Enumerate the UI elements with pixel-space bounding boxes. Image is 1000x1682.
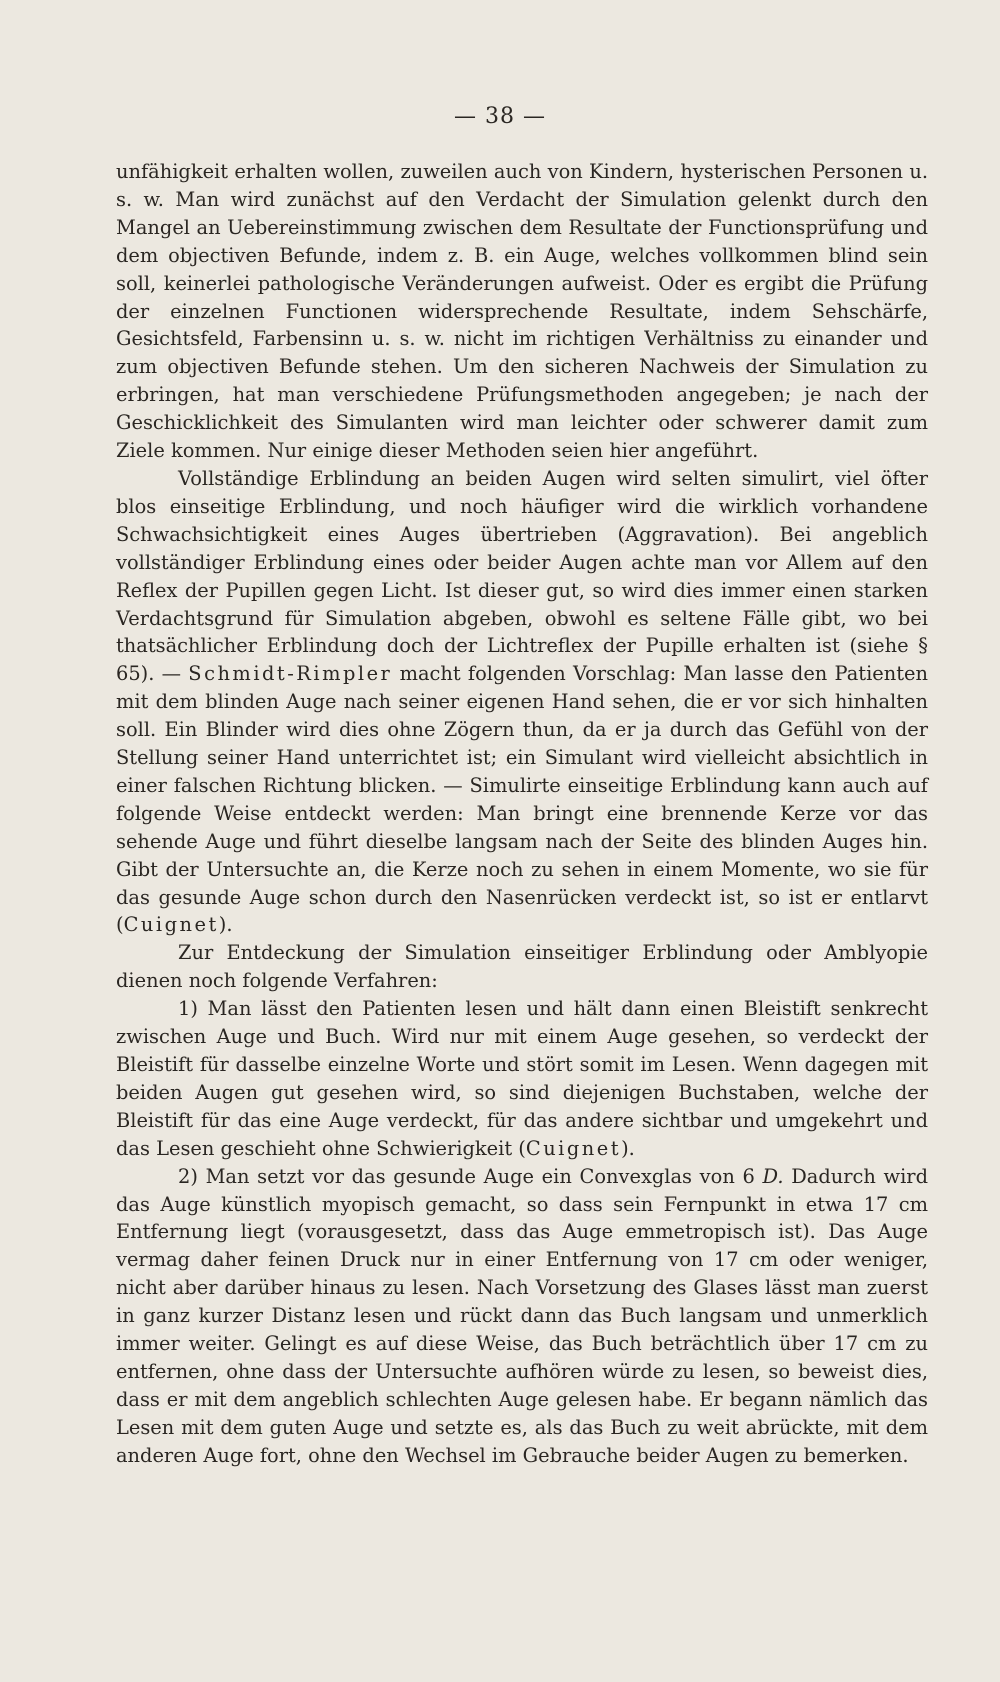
paragraph-p3 (116, 939, 928, 995)
author-name: Schmidt-Rimpler (188, 662, 393, 686)
text-run: ). (621, 1136, 635, 1160)
paragraph-p5 (116, 1163, 928, 1470)
paragraph-p1 (116, 158, 928, 465)
paragraph-p2 (116, 465, 928, 939)
text-run: Vollständige Erblindung an beiden Augen wird selten simulirt, viel öfter blos einseitige Erblindung, und noch häufiger wird die wirklich vorhandene Schwachsichtigkeit eines Auges übertrieben (Aggravation). Bei angeblich vollständiger Erblindung eines oder beider Augen achte man vor Allem auf den Reflex der Pupillen gegen Licht. Ist dieser gut, so wird dies immer einen starken Verdachtsgrund für Simulation abgeben, obwohl es seltene Fälle gibt, wo bei thatsächlicher Erblindung doch der Lichtreflex der Pupille erhalten ist (siehe § 65). — (116, 466, 928, 686)
text-run: macht folgenden Vorschlag: Man lasse den Patienten mit dem blinden Auge nach seiner eigenen Hand sehen, die er vor sich hinhalten soll. Ein Blinder wird dies ohne Zögern thun, da er ja durch das Gefühl von der Stellung seiner Hand unterrichtet ist; ein Simulant wird vielleicht absichtlich in einer falschen Richtung blicken. — Simulirte einseitige Erblindung kann auch auf folgende Weise entdeckt werden: Man bringt eine brennende Kerze vor das sehende Auge und führt dieselbe langsam nach der Seite des blinden Auges hin. Gibt der Untersuchte an, die Kerze noch zu sehen in einem Momente, wo sie für das gesunde Auge schon durch den Nasenrücken verdeckt ist, so ist er entlarvt ( (116, 662, 928, 937)
text-run: Dadurch wird das Auge künstlich myopisch gemacht, so dass sein Fernpunkt in etwa 17 cm Entfernung liegt (vorausgesetzt, dass das Auge emmetropisch ist). Das Auge vermag daher feinen Druck nur in einer Entfernung von 17 cm oder weniger, nicht aber darüber hinaus zu lesen. Nach Vorsetzung des Glases lässt man zuerst in ganz kurzer Distanz lesen und rückt dann das Buch langsam und unmerklich immer weiter. Gelingt es auf diese Weise, das Buch beträchtlich über 17 cm zu entfernen, ohne dass der Untersuchte aufhören würde zu lesen, so beweist dies, dass er mit dem angeblich schlechten Auge gelesen habe. Er begann nämlich das Lesen mit dem guten Auge und setzte es, als das Buch zu weit abrückte, mit dem anderen Auge fort, ohne den Wechsel im Gebrauche beider Augen zu bemerken. (116, 1164, 928, 1467)
emphasis-text: D. (762, 1164, 784, 1188)
text-run: ). (218, 913, 233, 937)
body-text (116, 158, 928, 1470)
paragraph-p4 (116, 995, 928, 1162)
text-run: Zur Entdeckung der Simulation einseitiger Erblindung oder Amblyopie dienen noch folgende Verfahren: (116, 941, 928, 993)
text-run: 2) Man setzt vor das gesunde Auge ein Convexglas von 6 (178, 1164, 763, 1188)
author-name: Cuignet (123, 913, 219, 937)
text-run: 1) Man lässt den Patienten lesen und hält dann einen Bleistift senkrecht zwischen Auge und Buch. Wird nur mit einem Auge gesehen, so verdeckt der Bleistift für dasselbe einzelne Worte und stört somit im Lesen. Wenn dagegen mit beiden Augen gut gesehen wird, so sind diejenigen Buchstaben, welche der Bleistift für das eine Auge verdeckt, für das andere sichtbar und umgekehrt und das Lesen geschieht ohne Schwierigkeit ( (116, 997, 928, 1160)
page-number: — 38 — (454, 104, 546, 129)
author-name: Cuignet (525, 1136, 622, 1160)
text-run: unfähigkeit erhalten wollen, zuweilen auch von Kindern, hysterischen Personen u. s. w. Man wird zunächst auf den Verdacht der Simulation gelenkt durch den Mangel an Uebereinstimmung zwischen dem Resultate der Functionsprüfung und dem objectiven Befunde, indem z. B. ein Auge, welches vollkommen blind sein soll, keinerlei pathologische Veränderungen aufweist. Oder es ergibt die Prüfung der einzelnen Functionen widersprechende Resultate, indem Sehschärfe, Gesichtsfeld, Farbensinn u. s. w. nicht im richtigen Verhältniss zu einander und zum objectiven Befunde stehen. Um den sicheren Nachweis der Simulation zu erbringen, hat man verschiedene Prüfungsmethoden angegeben; je nach der Geschicklichkeit des Simulanten wird man leichter oder schwerer damit zum Ziele kommen. Nur einige dieser Methoden seien hier angeführt. (116, 160, 928, 463)
